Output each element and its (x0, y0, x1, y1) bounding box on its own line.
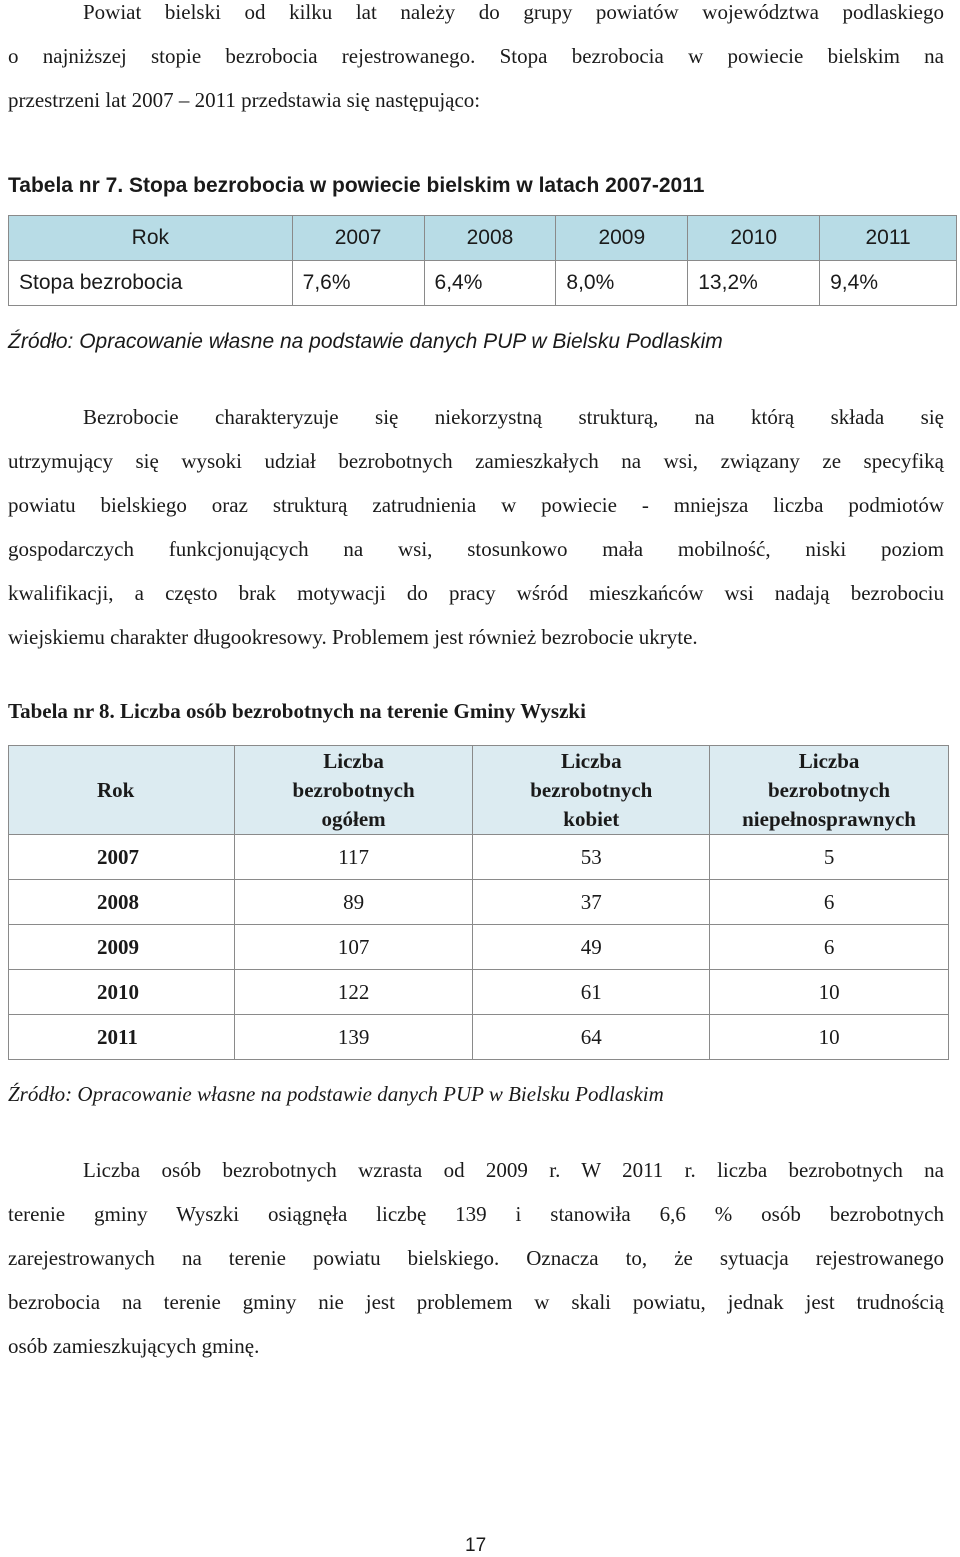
year-cell: 2010 (9, 970, 235, 1015)
table8-cell: 49 (473, 925, 710, 970)
header-line: niepełnosprawnych (742, 806, 916, 831)
table7-cell: 7,6% (292, 261, 424, 306)
table8-source: Źródło: Opracowanie własne na podstawie danych PUP w Bielsku Podlaskim (8, 1082, 664, 1106)
table8-caption: Tabela nr 8. Liczba osób bezrobotnych na terenie Gminy Wyszki (8, 699, 586, 723)
table8-cell: 117 (234, 835, 473, 880)
paragraph-line: bezrobocia na terenie gminy nie jest problemem w skali powiatu, jednak jest trudnością (8, 1290, 944, 1314)
paragraph-line: kwalifikacji, a często brak motywacji do pracy wśród mieszkańców wsi nadają bezrobociu (8, 581, 944, 605)
intro-line: o najniższej stopie bezrobocia rejestrowanego. Stopa bezrobocia w powiecie bielskim na (8, 44, 944, 68)
header-line: ogółem (321, 806, 386, 831)
unemployed-count-table (8, 745, 949, 1060)
table7-header-row (9, 216, 957, 261)
paragraph-line: gospodarczych funkcjonujących na wsi, stosunkowo mała mobilność, niski poziom (8, 537, 944, 561)
table8-cell: 5 (710, 835, 949, 880)
table-row (9, 1015, 949, 1060)
table8-header-cell (710, 746, 949, 835)
header-line: bezrobotnych (530, 777, 653, 802)
table8-header-cell: Rok (9, 746, 235, 835)
table7-caption: Tabela nr 7. Stopa bezrobocia w powiecie bielskim w latach 2007-2011 (8, 174, 705, 197)
year-cell: 2011 (9, 1015, 235, 1060)
table8-cell: 122 (234, 970, 473, 1015)
paragraph-line: Bezrobocie charakteryzuje się niekorzystną strukturą, na którą składa się (83, 405, 944, 429)
table8-cell: 6 (710, 880, 949, 925)
unemployment-rate-table (8, 215, 957, 306)
intro-paragraph (8, 0, 944, 122)
intro-line: przestrzeni lat 2007 – 2011 przedstawia się następująco: (8, 88, 481, 112)
paragraph-line: powiatu bielskiego oraz strukturą zatrudnienia w powiecie - mniejsza liczba podmiotów (8, 493, 944, 517)
paragraph-3 (8, 1148, 944, 1368)
table8-header-row (9, 746, 949, 835)
table8-cell: 10 (710, 970, 949, 1015)
paragraph-line: zarejestrowanych na terenie powiatu bielskiego. Oznacza to, że sytuacja rejestrowanego (8, 1246, 944, 1270)
table-row (9, 880, 949, 925)
table-row (9, 835, 949, 880)
table7-cell: Stopa bezrobocia (9, 261, 293, 306)
table7-source: Źródło: Opracowanie własne na podstawie danych PUP w Bielsku Podlaskim (8, 330, 723, 353)
paragraph-line: utrzymujący się wysoki udział bezrobotnych zamieszkałych na wsi, związany ze specyfiką (8, 449, 944, 473)
header-line: bezrobotnych (292, 777, 415, 802)
table8-cell: 61 (473, 970, 710, 1015)
table-row (9, 970, 949, 1015)
year-cell: 2008 (9, 880, 235, 925)
header-line: Liczba (560, 748, 622, 773)
table8-cell: 139 (234, 1015, 473, 1060)
table7-header-cell: 2008 (424, 216, 556, 261)
table8-cell: 53 (473, 835, 710, 880)
table8-cell: 89 (234, 880, 473, 925)
paragraph-2 (8, 395, 944, 659)
table8-cell: 37 (473, 880, 710, 925)
table8-cell: 10 (710, 1015, 949, 1060)
year-cell: 2007 (9, 835, 235, 880)
table7-header-cell: 2009 (556, 216, 688, 261)
table-row (9, 261, 957, 306)
intro-line: Powiat bielski od kilku lat należy do grupy powiatów województwa podlaskiego (83, 0, 944, 24)
paragraph-line: wiejskiemu charakter długookresowy. Problemem jest również bezrobocie ukryte. (8, 625, 698, 649)
table8-cell: 107 (234, 925, 473, 970)
table8-header-cell (473, 746, 710, 835)
table7-cell: 9,4% (820, 261, 957, 306)
page-number: 17 (465, 1535, 487, 1556)
table7-header-cell: 2010 (688, 216, 820, 261)
table7-cell: 6,4% (424, 261, 556, 306)
table8-cell: 6 (710, 925, 949, 970)
paragraph-line: Liczba osób bezrobotnych wzrasta od 2009 r. W 2011 r. liczba bezrobotnych na (83, 1158, 944, 1182)
table8-header-cell (234, 746, 473, 835)
header-line: bezrobotnych (768, 777, 891, 802)
table7-header-cell: 2007 (292, 216, 424, 261)
table7-cell: 8,0% (556, 261, 688, 306)
table-row (9, 925, 949, 970)
paragraph-line: osób zamieszkujących gminę. (8, 1334, 260, 1358)
table7-cell: 13,2% (688, 261, 820, 306)
header-line: Liczba (798, 748, 860, 773)
header-line: Liczba (323, 748, 384, 773)
table7-header-cell: 2011 (820, 216, 957, 261)
table7-header-cell: Rok (9, 216, 293, 261)
table8-cell: 64 (473, 1015, 710, 1060)
header-line: kobiet (563, 806, 620, 831)
year-cell: 2009 (9, 925, 235, 970)
paragraph-line: terenie gminy Wyszki osiągnęła liczbę 139 i stanowiła 6,6 % osób bezrobotnych (8, 1202, 944, 1226)
